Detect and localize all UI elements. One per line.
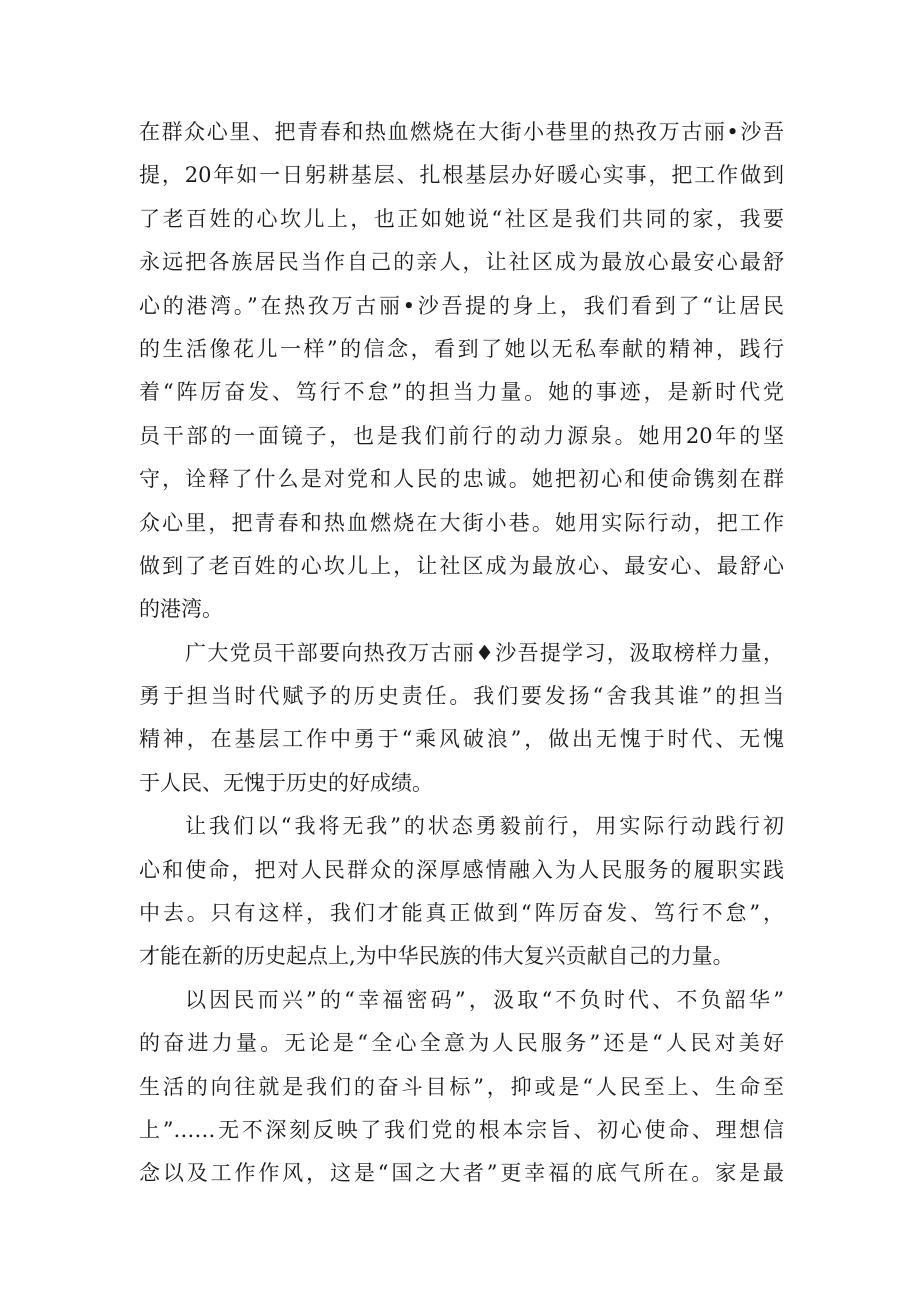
text-line: 心的港湾。”在热孜万古丽•沙吾提的身上，我们看到了“让居民 xyxy=(139,293,784,318)
text-line: 生活的向往就是我们的奋斗目标”，抑或是“人民至上、生命至 xyxy=(139,1074,784,1099)
paragraph-4 xyxy=(139,979,784,1196)
text-line: 守，诠释了什么是对党和人民的忠诚。她把初心和使命镌刻在群 xyxy=(139,467,784,492)
text-line: 心和使命，把对人民群众的深厚感情融入为人民服务的履职实践 xyxy=(139,857,784,882)
text-line: 着“阵厉奋发、笃行不怠”的担当力量。她的事迹，是新时代党 xyxy=(139,380,784,405)
text-line: 永远把各族居民当作自己的亲人，让社区成为最放心最安心最舒 xyxy=(139,250,784,275)
text-line: 让我们以“我将无我”的状态勇毅前行，用实际行动践行初 xyxy=(185,814,784,839)
text-line: 广大党员干部要向热孜万古丽♦沙吾提学习，汲取榜样力量， xyxy=(185,640,784,665)
text-line: 勇于担当时代赋予的历史责任。我们要发扬“舍我其谁”的担当 xyxy=(139,684,784,709)
text-line: 在群众心里、把青春和热血燃烧在大街小巷里的热孜万古丽•沙吾 xyxy=(139,120,784,144)
text-line: 员干部的一面镜子，也是我们前行的动力源泉。她用20年的坚 xyxy=(139,423,784,448)
text-line: 的港湾。 xyxy=(139,597,223,622)
text-line: 了老百姓的心坎儿上，也正如她说“社区是我们共同的家，我要 xyxy=(139,206,784,231)
text-line: 精神，在基层工作中勇于“乘风破浪”，做出无愧于时代、无愧 xyxy=(139,727,784,752)
text-line: 提，20年如一日躬耕基层、扎根基层办好暖心实事，把工作做到 xyxy=(139,163,784,188)
paragraph-2 xyxy=(139,632,784,806)
text-line: 的奋进力量。无论是“全心全意为人民服务”还是“人民对美好 xyxy=(139,1031,784,1056)
paragraph-3 xyxy=(139,805,784,979)
text-line: 的生活像花儿一样”的信念，看到了她以无私奉献的精神，践行 xyxy=(139,336,784,361)
text-line: 做到了老百姓的心坎儿上，让社区成为最放心、最安心、最舒心 xyxy=(139,553,784,578)
text-line: 众心里，把青春和热血燃烧在大街小巷。她用实际行动，把工作 xyxy=(139,510,784,535)
paragraph-1 xyxy=(139,111,784,632)
text-line: 念以及工作作风，这是“国之大者”更幸福的底气所在。家是最 xyxy=(139,1161,784,1186)
text-line: 于人民、无愧于历史的好成绩。 xyxy=(139,770,433,795)
text-line: 才能在新的历史起点上,为中华民族的伟大复兴贡献自己的力量。 xyxy=(139,944,734,969)
text-line: 上”……无不深刻反映了我们党的根本宗旨、初心使命、理想信 xyxy=(139,1117,784,1142)
text-line: 中去。只有这样，我们才能真正做到“阵厉奋发、笃行不怠”， xyxy=(139,901,784,926)
document-body xyxy=(139,111,784,1196)
text-line: 以因民而兴”的“幸福密码”，汲取“不负时代、不负韶华” xyxy=(185,987,784,1012)
